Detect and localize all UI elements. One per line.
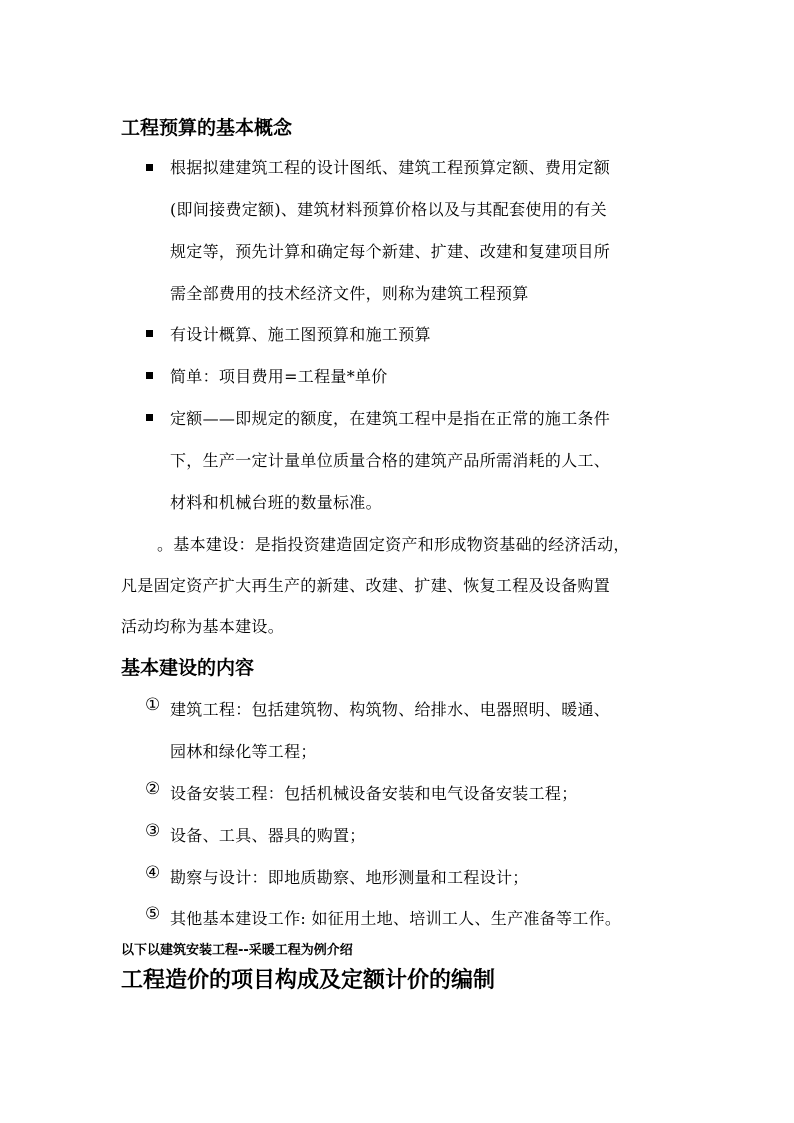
bullet-text-line: 有设计概算、施工图预算和施工预算 bbox=[170, 325, 431, 344]
bullet-text-line: 简单：项目费用=工程量*单价 bbox=[170, 367, 388, 386]
section-title-budget-concept: 工程预算的基本概念 bbox=[121, 117, 293, 139]
paragraph-line: 。基本建设：是指投资建造固定资产和形成物资基础的经济活动， bbox=[157, 535, 630, 554]
item-text-line: 设备安装工程：包括机械设备安装和电气设备安装工程； bbox=[170, 784, 578, 803]
bullet-marker bbox=[146, 330, 153, 337]
bullet-text-line: 规定等，预先计算和确定每个新建、扩建、改建和复建项目所 bbox=[170, 242, 611, 261]
paragraph-line: 凡是固定资产扩大再生产的新建、改建、扩建、恢复工程及设备购置 bbox=[121, 576, 611, 595]
bullet-marker bbox=[146, 372, 153, 379]
example-note: 以下以建筑安装工程--采暖工程为例介绍 bbox=[121, 943, 353, 958]
bullet-text-line: (即间接费定额)、建筑材料预算价格以及与其配套使用的有关 bbox=[170, 200, 607, 219]
item-text-line: 建筑工程：包括建筑物、构筑物、给排水、电器照明、暖通、 bbox=[170, 700, 611, 719]
section-title-construction-content: 基本建设的内容 bbox=[121, 657, 255, 679]
item-number-marker: ③ bbox=[145, 821, 161, 841]
bullet-marker bbox=[146, 414, 153, 421]
item-number-marker: ② bbox=[145, 779, 161, 799]
item-number-marker: ① bbox=[145, 695, 161, 715]
bullet-text-line: 下，生产一定计量单位质量合格的建筑产品所需消耗的人工、 bbox=[170, 451, 611, 470]
item-number-marker: ⑤ bbox=[145, 904, 161, 924]
item-number-marker: ④ bbox=[145, 863, 161, 883]
bullet-marker bbox=[146, 164, 153, 171]
section-title-cost-composition: 工程造价的项目构成及定额计价的编制 bbox=[121, 968, 496, 993]
bullet-text-line: 根据拟建建筑工程的设计图纸、建筑工程预算定额、费用定额 bbox=[170, 158, 611, 177]
paragraph-line: 活动均称为基本建设。 bbox=[121, 617, 285, 636]
bullet-text-line: 定额——即规定的额度，在建筑工程中是指在正常的施工条件 bbox=[170, 409, 611, 428]
bullet-text-line: 需全部费用的技术经济文件，则称为建筑工程预算 bbox=[170, 284, 529, 303]
item-text-line: 勘察与设计：即地质勘察、地形测量和工程设计； bbox=[170, 868, 529, 887]
item-text-line: 其他基本建设工作: 如征用土地、培训工人、生产准备等工作。 bbox=[170, 909, 622, 928]
bullet-text-line: 材料和机械台班的数量标准。 bbox=[170, 493, 382, 512]
item-text-line: 设备、工具、器具的购置； bbox=[170, 826, 366, 845]
item-text-line: 园林和绿化等工程； bbox=[170, 742, 317, 761]
